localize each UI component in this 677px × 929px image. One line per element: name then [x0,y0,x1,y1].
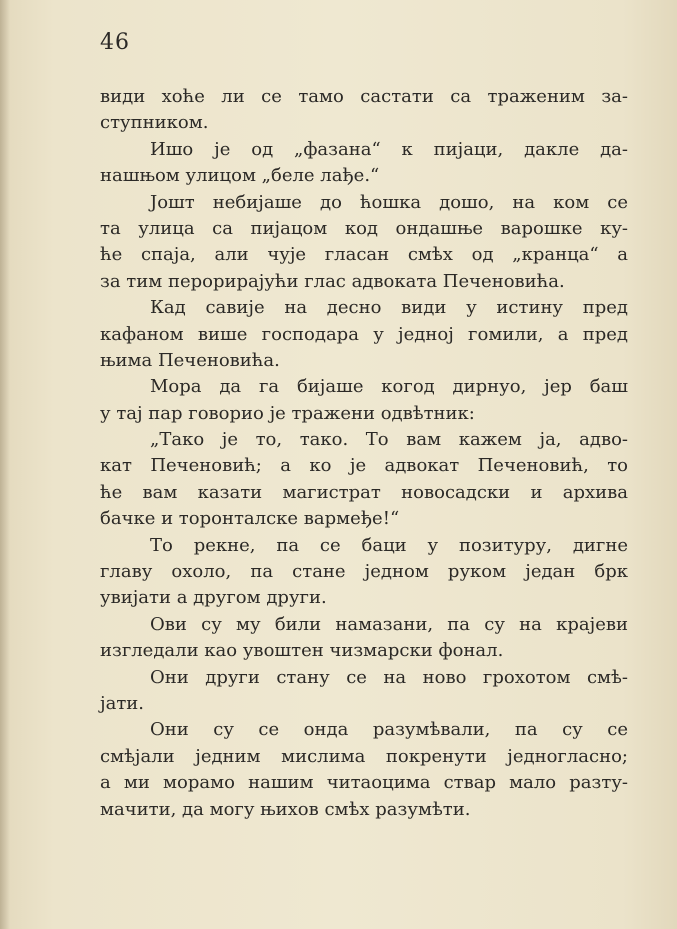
text-line: нашњом улицом „беле лађе.“ [100,165,380,187]
page-gutter-shadow [0,0,10,929]
text-line: Мора да га бијаше когод дирнуо, јер баш [150,376,628,398]
paragraph [100,717,628,823]
text-line: та улица са пијацом код ондашње варошке ку- [100,217,628,239]
page-number: 46 [100,30,130,55]
text-line: Ови су му били намазани, па су на крајеви [150,613,628,635]
paragraph [100,665,628,718]
text-line: ступником. [100,112,209,134]
text-line: Ишо је од „фазана“ к пијаци, дакле да- [150,138,628,160]
text-line: њима Печеновића. [100,349,280,371]
text-line: Јошт небијаше до ћошка дошо, на ком се [150,191,628,213]
text-line: главу охоло, па стане једном руком један брк [100,561,628,583]
text-line: а ми морамо нашим читаоцима ствар мало разту- [100,772,628,794]
paragraph [100,612,628,665]
paragraph [100,295,628,374]
text-line: бачке и торонталске вармеђе!“ [100,508,400,530]
text-line: смѣјали једним мислима покренути једногласно; [100,745,628,767]
paragraph [100,137,628,190]
text-line: Они други стану се на ново грохотом смѣ- [150,666,628,688]
text-line: То рекне, па се баци у позитуру, дигне [150,534,628,556]
text-line: кафаном више господара у једној гомили, а пред [100,323,628,345]
text-line: у тај пар говорио је тражени одвѣтник: [100,402,475,424]
text-line: изгледали као увоштен чизмарски фонал. [100,640,504,662]
body-text [100,84,628,823]
paragraph [100,84,628,137]
text-line: Они су се онда разумѣвали, па су се [150,719,628,741]
text-line: Кад савије на десно види у истину пред [150,297,628,319]
text-line: за тим перорирајући глас адвоката Печеновића. [100,270,565,292]
text-line: кат Печеновић; а ко је адвокат Печеновић, то [100,455,628,477]
paragraph [100,533,628,612]
text-line: „Тако је то, тако. То вам кажем ја, адво- [150,429,628,451]
paragraph [100,427,628,533]
text-line: мачити, да могу њихов смѣх разумѣти. [100,798,471,820]
text-line: види хоће ли се тамо састати са траженим за- [100,86,628,107]
paragraph [100,190,628,296]
paragraph [100,374,628,427]
text-line: ће спаја, али чује гласан смѣх од „кранца“ а [100,244,628,266]
text-line: увијати а другом други. [100,587,327,609]
text-line: ће вам казати магистрат новосадски и архива [100,481,628,503]
text-line: јати. [100,692,144,714]
